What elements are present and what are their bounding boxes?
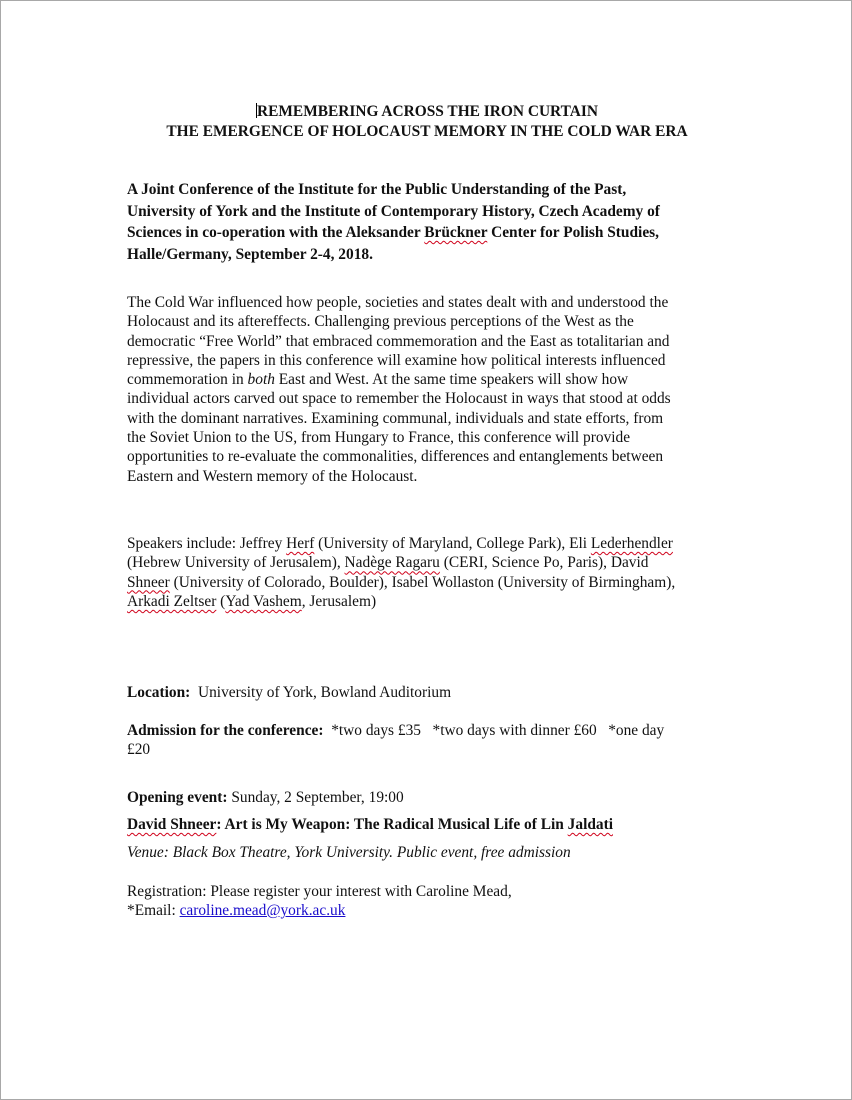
speakers-line bbox=[127, 534, 727, 553]
spellcheck-word[interactable]: Jaldati bbox=[567, 816, 613, 833]
abstract-emphasis: both bbox=[247, 371, 275, 389]
abstract-line: repressive, the papers in this conference will examine how political interests influenced bbox=[127, 351, 666, 369]
speakers-text: (CERI, Science Po, Paris), David bbox=[439, 554, 649, 572]
abstract-line: democratic “Free World” that embraced commemoration and the East as totalitarian and bbox=[127, 332, 670, 350]
intro-line bbox=[127, 222, 727, 244]
abstract-line: opportunities to re-evaluate the commonalities, differences and entanglements between bbox=[127, 448, 664, 466]
registration-paragraph bbox=[127, 882, 727, 920]
intro-line: A Joint Conference of the Institute for the Public Understanding of the Past, bbox=[127, 181, 627, 198]
speakers-text: (University of Colorado, Boulder), Isabel Wollaston (University of Birmingham), bbox=[169, 573, 676, 591]
venue-line: Venue: Black Box Theatre, York University. Public event, free admission bbox=[127, 844, 571, 861]
speakers-line bbox=[127, 592, 727, 611]
intro-line: Halle/Germany, September 2-4, 2018. bbox=[127, 245, 373, 263]
intro-paragraph bbox=[127, 179, 727, 265]
spellcheck-word[interactable]: Arkadi Zeltser bbox=[127, 592, 217, 610]
location-label: Location: bbox=[127, 684, 191, 701]
opening-value: Sunday, 2 September, 19:00 bbox=[227, 789, 404, 806]
title-line-1-text: REMEMBERING ACROSS THE IRON CURTAIN bbox=[257, 103, 598, 120]
document-title bbox=[1, 102, 852, 142]
spellcheck-word[interactable]: Shneer bbox=[127, 573, 170, 591]
abstract-paragraph bbox=[127, 293, 727, 486]
title-line-2: THE EMERGENCE OF HOLOCAUST MEMORY IN THE COLD WAR ERA bbox=[166, 123, 688, 140]
title-line-1 bbox=[1, 102, 852, 122]
spellcheck-word[interactable]: Nadège Ragaru bbox=[344, 554, 440, 572]
admission-paragraph bbox=[127, 721, 727, 760]
opening-label: Opening event: bbox=[127, 789, 228, 806]
abstract-line: the Soviet Union to the US, from Hungary to France, this conference will provide bbox=[127, 429, 631, 447]
email-label: *Email: bbox=[127, 902, 180, 919]
speakers-text: ( bbox=[216, 592, 226, 610]
spellcheck-word[interactable]: Herf bbox=[286, 535, 315, 552]
abstract-line: Eastern and Western memory of the Holocaust. bbox=[127, 467, 418, 485]
admission-label: Admission for the conference: bbox=[127, 722, 324, 739]
intro-line: University of York and the Institute of Contemporary History, Czech Academy of bbox=[127, 202, 660, 220]
location-value: University of York, Bowland Auditorium bbox=[190, 684, 452, 701]
abstract-text: East and West. At the same time speakers will show how bbox=[274, 371, 629, 389]
spellcheck-word[interactable]: Brückner bbox=[424, 224, 488, 242]
location-line bbox=[127, 683, 727, 702]
abstract-line: with the dominant narratives. Examining communal, individuals and state efforts, from bbox=[127, 409, 664, 427]
talk-title bbox=[127, 815, 727, 834]
email-link[interactable]: caroline.mead@york.ac.uk bbox=[179, 902, 346, 919]
admission-value: *two days £35 *two days with dinner £60 *one day bbox=[323, 722, 665, 739]
speakers-line bbox=[127, 573, 727, 592]
speakers-text: (University of Maryland, College Park), Eli bbox=[314, 535, 591, 552]
abstract-line: individual actors carved out space to remember the Holocaust in ways that stood at odds bbox=[127, 390, 671, 408]
speakers-text: , Jerusalem) bbox=[301, 592, 377, 610]
speakers-text: Speakers include: Jeffrey bbox=[127, 535, 287, 552]
admission-line: £20 bbox=[127, 741, 151, 759]
abstract-line bbox=[127, 370, 727, 389]
speakers-paragraph bbox=[127, 534, 727, 611]
speakers-text: (Hebrew University of Jerusalem), bbox=[127, 554, 345, 572]
abstract-line: The Cold War influenced how people, societies and states dealt with and understood the bbox=[127, 294, 669, 311]
email-line bbox=[127, 901, 727, 920]
spellcheck-word[interactable]: David Shneer bbox=[127, 816, 217, 833]
admission-line bbox=[127, 721, 727, 740]
spellcheck-word[interactable]: Lederhendler bbox=[590, 535, 673, 552]
abstract-text: commemoration in bbox=[127, 371, 248, 389]
talk-title-text: : Art is My Weapon: The Radical Musical Life of Lin bbox=[216, 816, 568, 833]
speakers-line bbox=[127, 553, 727, 572]
abstract-line: Holocaust and its aftereffects. Challenging previous perceptions of the West as the bbox=[127, 313, 634, 331]
spellcheck-word[interactable]: Yad Vashem bbox=[225, 592, 302, 610]
intro-text: Center for Polish Studies, bbox=[487, 224, 659, 242]
opening-event-line bbox=[127, 788, 727, 807]
intro-text: Sciences in co-operation with the Aleksander bbox=[127, 224, 425, 242]
registration-line: Registration: Please register your interest with Caroline Mead, bbox=[127, 883, 512, 900]
